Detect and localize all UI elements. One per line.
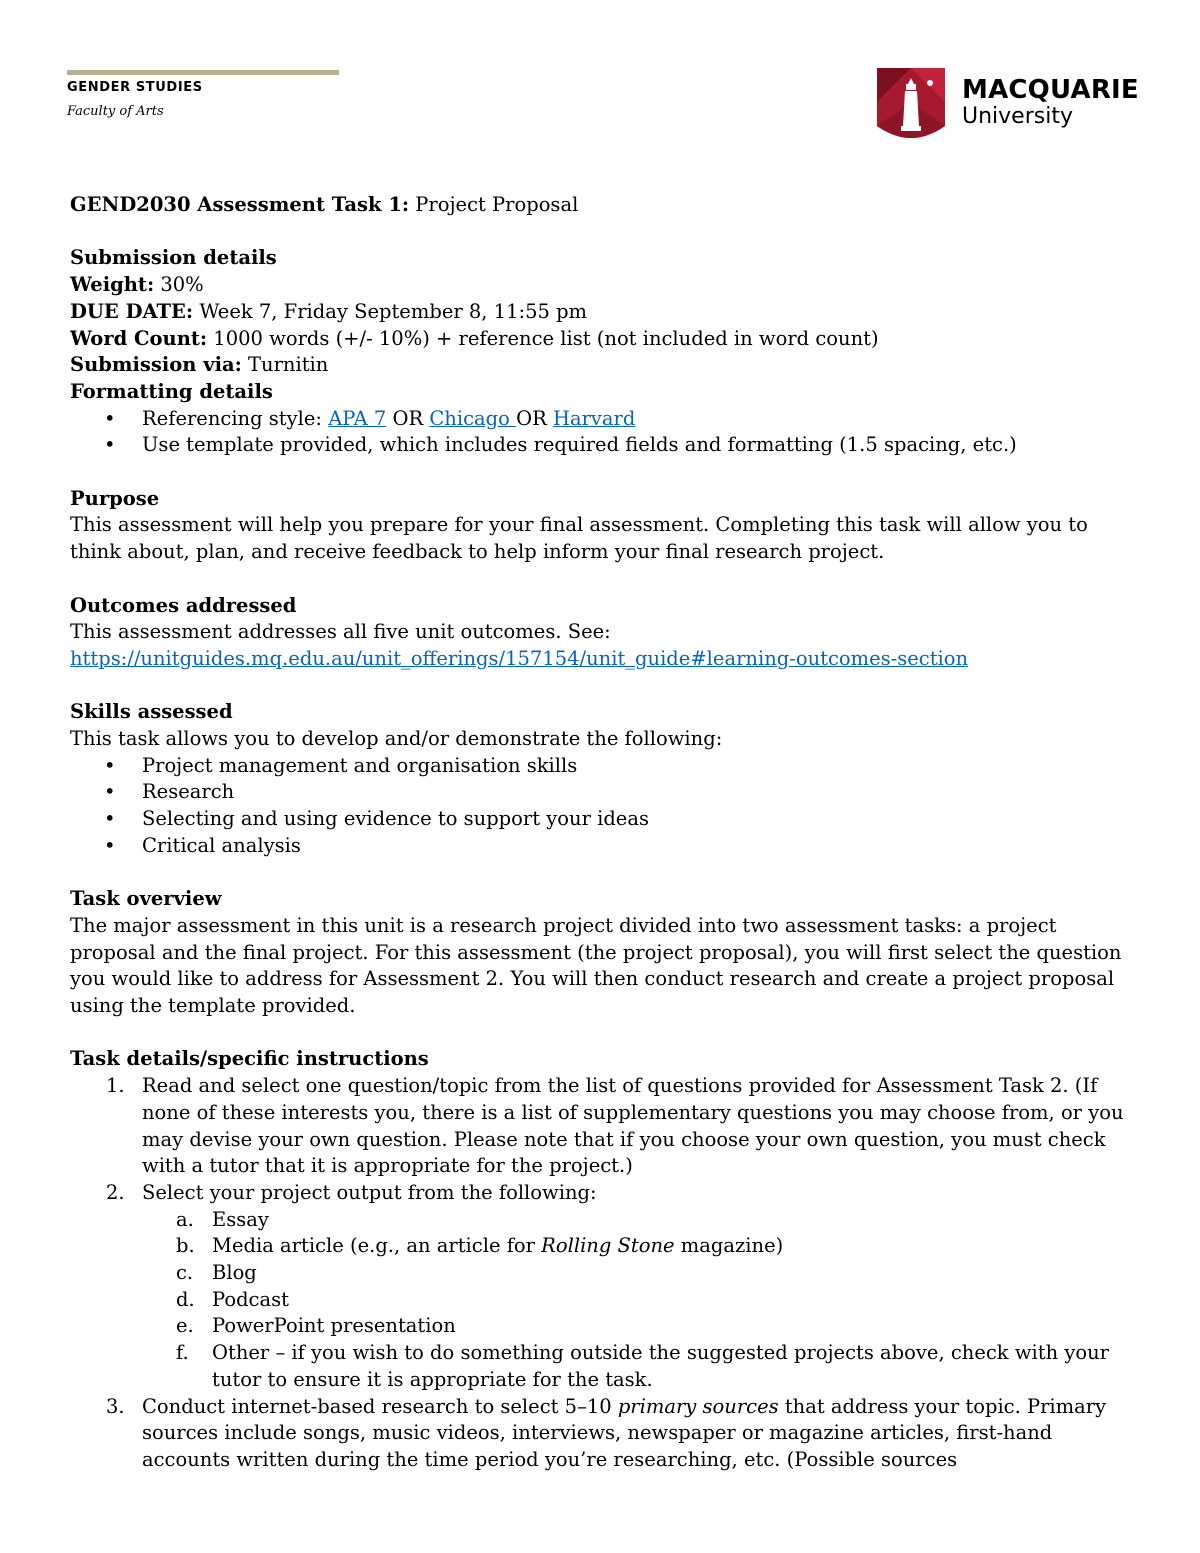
details-list	[70, 1073, 1140, 1474]
due-date-line: DUE DATE: Week 7, Friday September 8, 11:55 pm	[70, 299, 588, 323]
formatting-heading: Formatting details	[70, 379, 273, 403]
harvard-link[interactable]: Harvard	[552, 406, 636, 430]
list-item: f. Other – if you wish to do something outside the suggested projects above, check with your tutor to ensure it is appropriate for the task.	[176, 1341, 1109, 1391]
logo-wordmark: MACQUARIE	[962, 75, 1139, 105]
purpose-heading: Purpose	[70, 486, 160, 510]
purpose-text: This assessment will help you prepare for your final assessment. Completing this task will allow you to think about, plan, and receive feedback to help inform your final research project.	[70, 513, 1088, 564]
chicago-link[interactable]: Chicago	[429, 406, 517, 430]
submission-via-line: Submission via: Turnitin	[70, 353, 329, 377]
header-rule	[67, 70, 339, 75]
unit-guide-link[interactable]: https://unitguides.mq.edu.au/unit_offerings/157154/unit_guide#learning-outcomes-section	[70, 646, 969, 670]
list-item: c. Blog	[176, 1261, 257, 1285]
skills-heading: Skills assessed	[70, 700, 233, 724]
outcomes-text: This assessment addresses all five unit outcomes. See:	[70, 620, 611, 644]
department-name: GENDER STUDIES	[67, 80, 203, 95]
list-item: • Critical analysis	[70, 833, 1140, 860]
list-item: a. Essay	[176, 1207, 269, 1231]
logo-subtitle: University	[962, 104, 1073, 129]
list-item: • Selecting and using evidence to support your ideas	[70, 806, 1140, 833]
page-title: GEND2030 Assessment Task 1: Project Proposal	[70, 193, 579, 216]
formatting-list	[70, 406, 1140, 459]
document-body	[70, 192, 1140, 1474]
list-item: • Research	[70, 779, 1140, 806]
word-count-line: Word Count: 1000 words (+/- 10%) + reference list (not included in word count)	[70, 326, 879, 350]
details-heading: Task details/specific instructions	[70, 1047, 429, 1071]
skills-list	[70, 753, 1140, 860]
faculty-name: Faculty of Arts	[67, 104, 164, 119]
list-item: d. Podcast	[176, 1287, 289, 1311]
list-item: 3. Conduct internet-based research to select 5–10 primary sources that address your topic. Primary sources include songs, music videos, interviews, newspaper or magazine articles, first-hand accounts written during the time period you’re researching, etc. (Possible sources	[106, 1394, 1107, 1471]
skills-intro: This task allows you to develop and/or demonstrate the following:	[70, 727, 723, 750]
overview-text: The major assessment in this unit is a research project divided into two assessment tasks: a project proposal and the final project. For this assessment (the project proposal), you will first select the question you would like to address for Assessment 2. You will then conduct research and create a project proposal using the template provided.	[70, 913, 1122, 1018]
overview-heading: Task overview	[70, 887, 222, 911]
list-item: • Project management and organisation skills	[70, 753, 1140, 780]
list-item: • Use template provided, which includes required fields and formatting (1.5 spacing, etc.)	[70, 432, 1140, 459]
list-item: b. Media article (e.g., an article for Rolling Stone magazine)	[176, 1234, 784, 1258]
weight-line: Weight: 30%	[70, 273, 204, 297]
submission-heading: Submission details	[70, 246, 277, 270]
apa-link[interactable]: APA 7	[328, 406, 387, 430]
list-item: e. PowerPoint presentation	[176, 1314, 456, 1338]
list-item: 2. Select your project output from the following:	[106, 1180, 597, 1204]
list-item: 1. Read and select one question/topic from the list of questions provided for Assessment Task 2. (If none of these interests you, there is a list of supplementary questions you may choose from, or you may devise your own question. Please note that if you choose your own question, you must check with a tutor that it is appropriate for the project.)	[106, 1074, 1124, 1178]
outcomes-heading: Outcomes addressed	[70, 593, 297, 617]
list-item: • Referencing style: APA 7 OR Chicago OR Harvard	[70, 406, 1140, 433]
